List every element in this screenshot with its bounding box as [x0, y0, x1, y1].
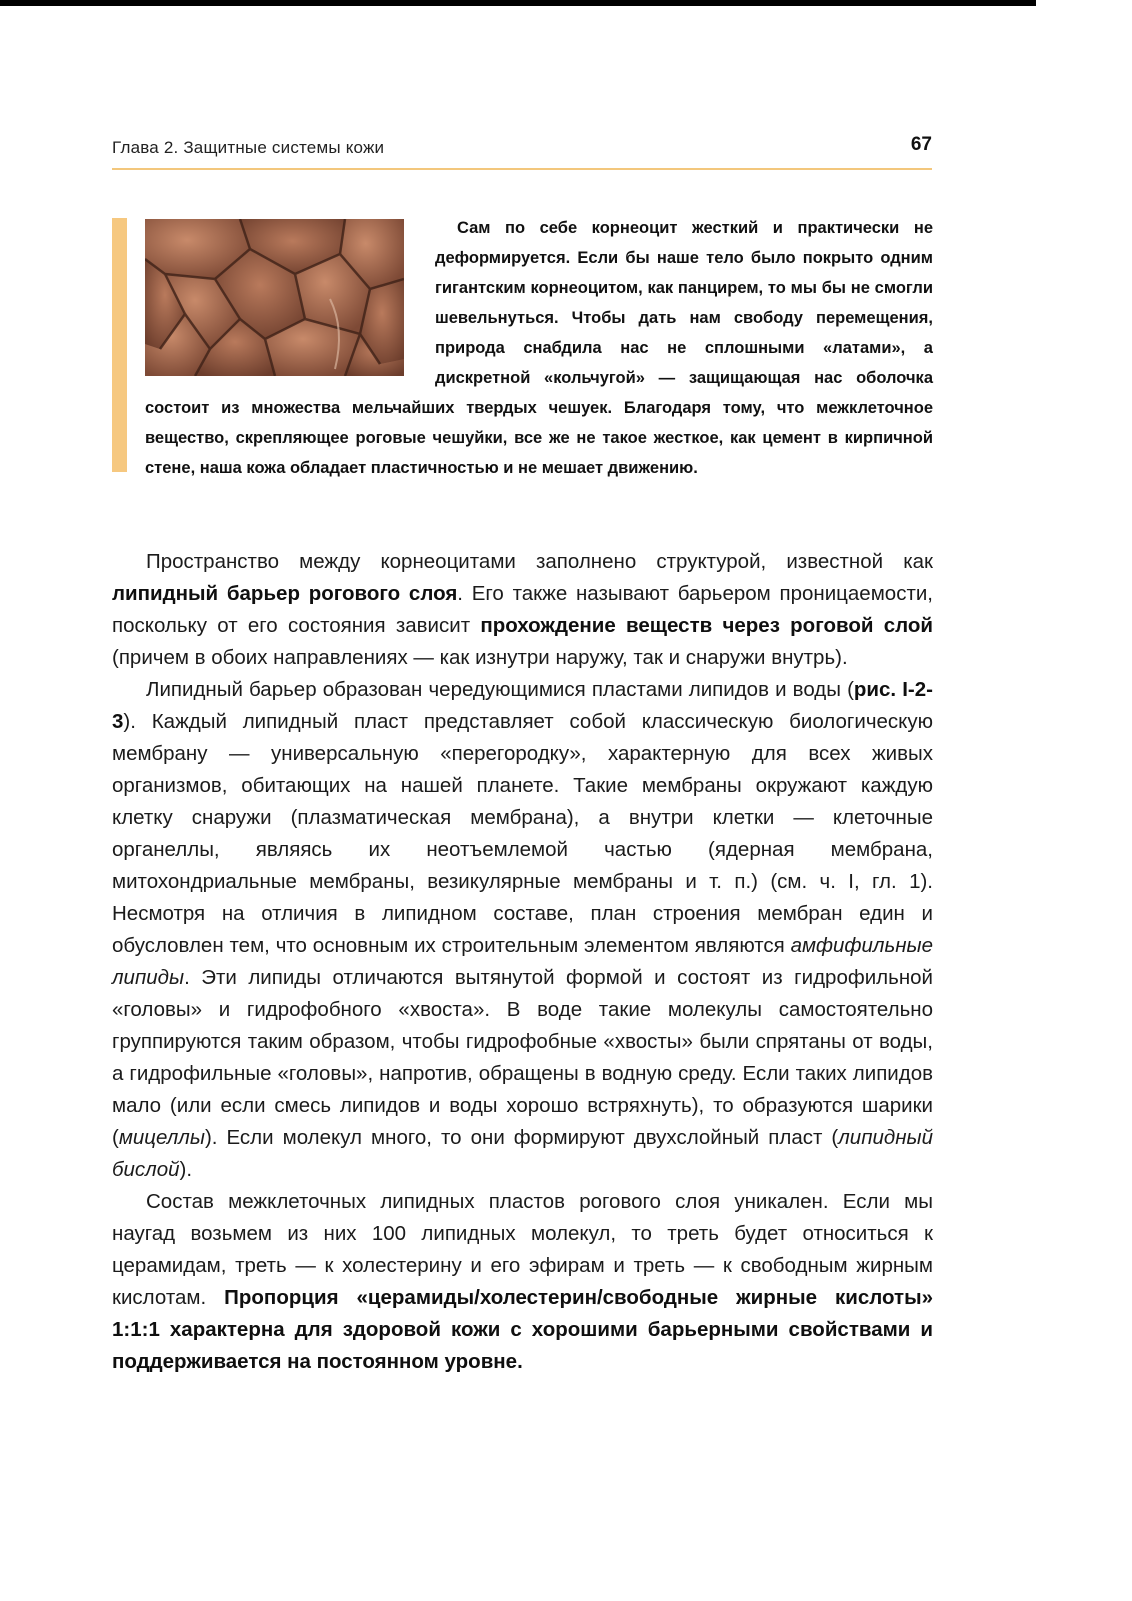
sidebar-accent-bar: [112, 218, 127, 472]
sidebar-paragraph: Сам по себе корнеоцит жесткий и практически не деформируется. Если бы наше тело было покрыто одним гигантским корнеоцитом, как панцирем, то мы бы не смогли шевельнуться. Чтобы дать нам свободу перемещения, природа снабдила нас не сплошными «латами», а дискретной «кольчугой» — защищающая нас оболочка состоит из множества мельчайших твердых чешуек. Благодаря тому, что межклеточное вещество, скрепляющее роговые чешуйки, все же не такое жесткое, как цемент в кирпичной стене, наша кожа обладает пластичностью и не мешает движению.: [145, 219, 933, 477]
body-paragraph-3: [112, 1186, 933, 1378]
body-text-run: Липидный барьер образован чередующимися пластами липидов и воды (: [146, 678, 854, 701]
body-text-run: Состав межклеточных липидных пластов рогового слоя уникален. Если мы наугад возьмем из них 100 липидных молекул, то треть будет относиться к церамидам, треть — к холестерину и его эфирам и треть — к свободным жирным кислотам.: [112, 1190, 933, 1309]
body-text-run: ). Каждый липидный пласт представляет собой классическую биологическую мембрану — универсальную «перегородку», характерную для всех живых организмов, обитающих на нашей планете. Такие мембраны окружают каждую клетку снаружи (плазматическая мембрана), а внутри клетки — клеточные органеллы, являясь их неотъемлемой частью (ядерная мембрана, митохондриальные мембраны, везикулярные мембраны и т. п.) (см. ч. I, гл. 1). Несмотря на отличия в липидном составе, план строения мембран един и обусловлен тем, что основным их строительным элементом являются: [112, 710, 933, 957]
body-text-run: . Его также называют барьером проницаемости, поскольку от его состояния зависит: [112, 582, 933, 637]
emphasis-term: прохождение веществ через роговой слой: [480, 614, 933, 637]
body-text-run: ).: [179, 1158, 193, 1181]
italic-term: липидный бислой: [112, 1126, 933, 1181]
italic-term: мицеллы: [118, 1126, 205, 1149]
body-paragraph-2: [112, 674, 933, 1186]
body-text-run: Пространство между корнеоцитами заполнено структурой, известной как: [146, 550, 933, 573]
emphasis-term: липидный барьер рогового слоя: [112, 582, 458, 605]
running-header: [112, 134, 932, 164]
italic-term: амфифильные липиды: [112, 934, 933, 989]
page-number: 67: [910, 134, 932, 155]
sidebar-note: [145, 213, 933, 483]
main-body-text: [112, 546, 933, 1378]
image-wrap-space: [145, 213, 435, 383]
body-text-run: ). Если молекул много, то они формируют двухслойный пласт (: [204, 1126, 839, 1149]
top-border-rule: [0, 0, 1036, 6]
body-text-run: (причем в обоих направлениях — как изнутри наружу, так и снаружи внутрь).: [112, 646, 848, 669]
body-paragraph-1: [112, 546, 933, 674]
header-divider: [112, 168, 932, 170]
emphasis-statement: Пропорция «церамиды/холестерин/свободные жирные кислоты» 1:1:1 характерна для здоровой кожи с хорошими барьерными свойствами и поддерживается на постоянном уровне.: [112, 1286, 934, 1373]
chapter-title: Глава 2. Защитные системы кожи: [112, 138, 385, 157]
figure-reference: рис. I-2-3: [112, 678, 933, 733]
body-text-run: . Эти липиды отличаются вытянутой формой и состоят из гидрофильной «головы» и гидрофобного «хвоста». В воде такие молекулы самостоятельно группируются таким образом, чтобы гидрофобные «хвосты» были спрятаны от воды, а гидрофильные «головы», напротив, обращены в водную среду. Если таких липидов мало (или если смесь липидов и воды хорошо встряхнуть), то образуются шарики (: [112, 966, 933, 1149]
